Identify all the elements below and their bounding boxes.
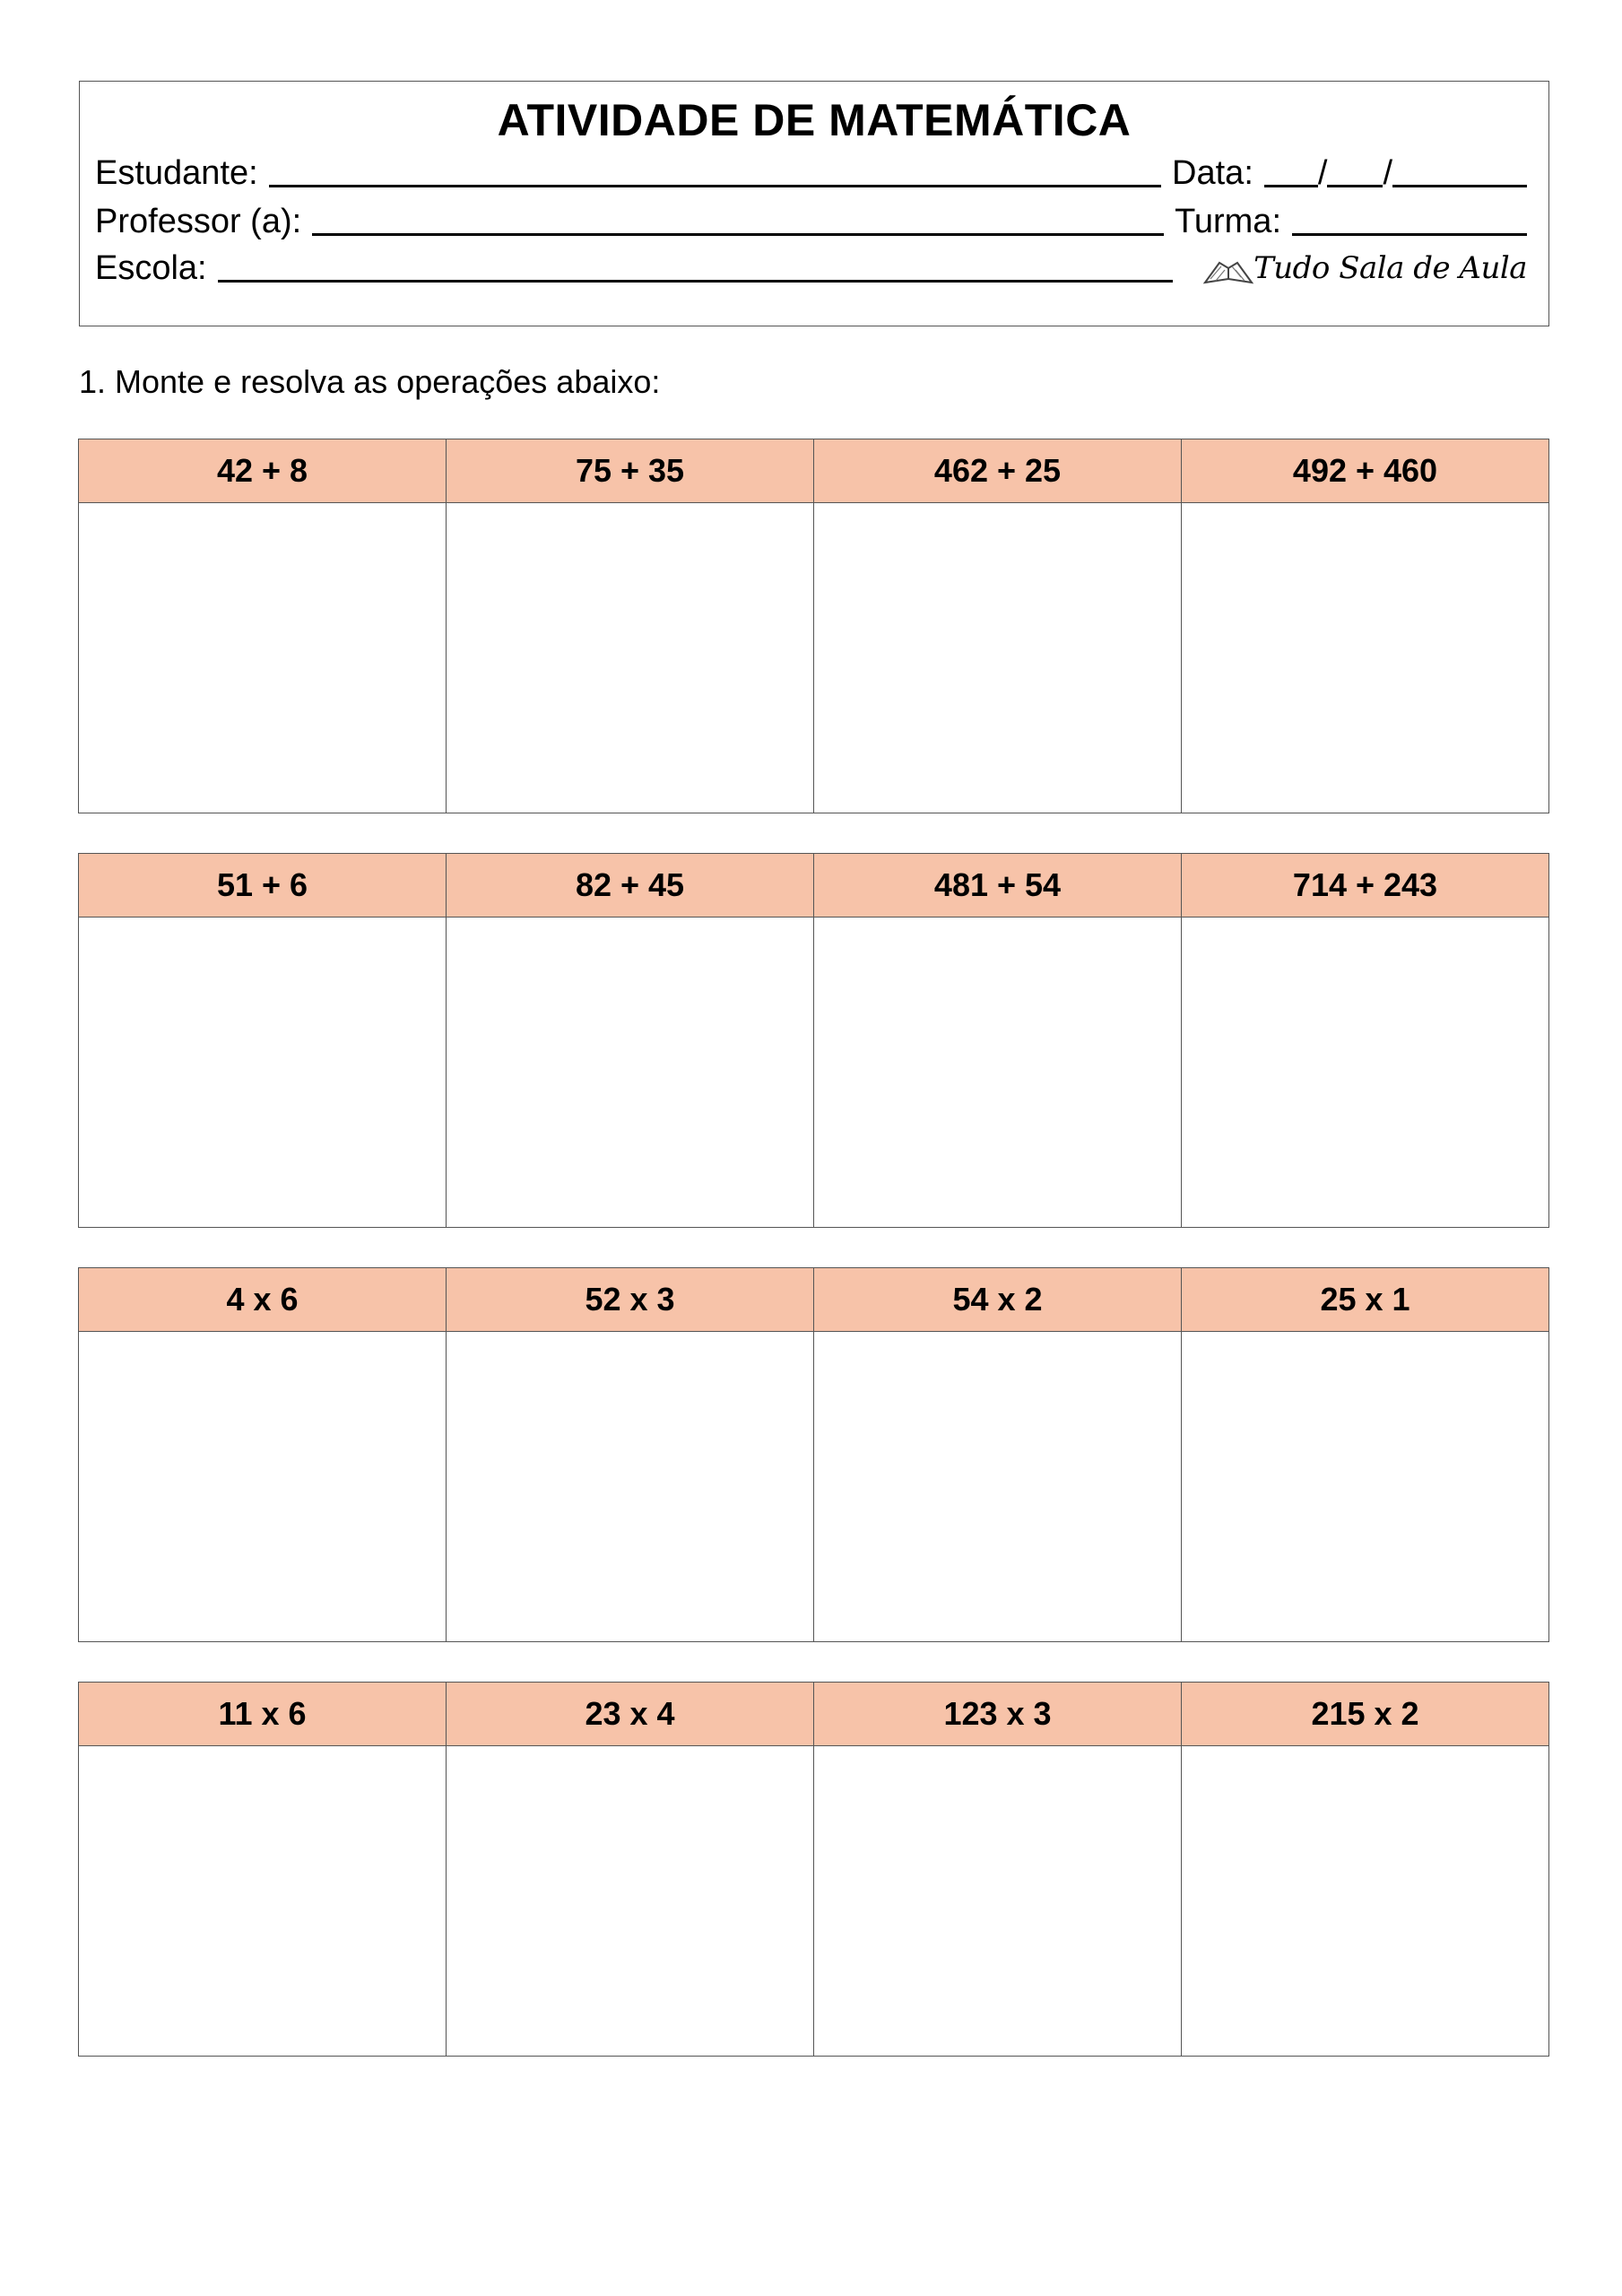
operation-label: 714 + 243 xyxy=(1182,854,1549,918)
teacher-field[interactable] xyxy=(312,232,1164,236)
answer-row xyxy=(79,1332,1549,1642)
answer-row xyxy=(79,503,1549,813)
teacher-label: Professor (a): xyxy=(95,203,302,240)
operations-table-2 xyxy=(78,853,1549,1228)
operations-table-3 xyxy=(78,1267,1549,1642)
open-book-icon xyxy=(1203,252,1253,286)
answer-box[interactable] xyxy=(79,503,447,813)
date-separator: / xyxy=(1383,154,1392,192)
operation-label: 82 + 45 xyxy=(447,854,814,918)
student-label: Estudante: xyxy=(95,154,258,192)
operation-label: 481 + 54 xyxy=(814,854,1182,918)
operation-label: 54 x 2 xyxy=(814,1268,1182,1332)
header-box xyxy=(79,81,1549,326)
operations-table-4 xyxy=(78,1682,1549,2057)
date-label: Data: xyxy=(1172,154,1253,192)
operation-label: 215 x 2 xyxy=(1182,1683,1549,1746)
answer-box[interactable] xyxy=(79,1332,447,1642)
answer-box[interactable] xyxy=(447,1746,814,2057)
answer-box[interactable] xyxy=(1182,503,1549,813)
operations-header-row xyxy=(79,439,1549,503)
answer-box[interactable] xyxy=(447,503,814,813)
operation-label: 4 x 6 xyxy=(79,1268,447,1332)
answer-box[interactable] xyxy=(1182,918,1549,1228)
operations-header-row xyxy=(79,1268,1549,1332)
school-row xyxy=(95,243,1527,288)
operation-label: 11 x 6 xyxy=(79,1683,447,1746)
answer-box[interactable] xyxy=(79,1746,447,2057)
answer-box[interactable] xyxy=(1182,1746,1549,2057)
student-row xyxy=(95,148,1527,193)
operation-label: 123 x 3 xyxy=(814,1683,1182,1746)
date-separator: / xyxy=(1317,154,1328,192)
date-day-field[interactable] xyxy=(1264,184,1318,187)
student-field[interactable] xyxy=(269,184,1161,187)
operation-label: 52 x 3 xyxy=(447,1268,814,1332)
brand-logo xyxy=(1203,250,1527,286)
answer-box[interactable] xyxy=(814,918,1182,1228)
answer-row xyxy=(79,918,1549,1228)
operations-table-1 xyxy=(78,439,1549,813)
date-month-field[interactable] xyxy=(1327,184,1383,187)
operation-label: 462 + 25 xyxy=(814,439,1182,503)
operations-header-row xyxy=(79,1683,1549,1746)
answer-box[interactable] xyxy=(447,1332,814,1642)
operations-header-row xyxy=(79,854,1549,918)
teacher-row xyxy=(95,196,1527,241)
class-label: Turma: xyxy=(1175,203,1281,240)
answer-box[interactable] xyxy=(447,918,814,1228)
answer-box[interactable] xyxy=(1182,1332,1549,1642)
school-field[interactable] xyxy=(218,279,1173,283)
answer-box[interactable] xyxy=(814,1746,1182,2057)
class-field[interactable] xyxy=(1292,232,1527,236)
operation-label: 75 + 35 xyxy=(447,439,814,503)
answer-row xyxy=(79,1746,1549,2057)
answer-box[interactable] xyxy=(814,503,1182,813)
school-label: Escola: xyxy=(95,249,207,287)
operation-label: 492 + 460 xyxy=(1182,439,1549,503)
operation-label: 42 + 8 xyxy=(79,439,447,503)
operation-label: 23 x 4 xyxy=(447,1683,814,1746)
logo-text: Tudo Sala de Aula xyxy=(1253,250,1527,286)
operation-label: 51 + 6 xyxy=(79,854,447,918)
answer-box[interactable] xyxy=(79,918,447,1228)
date-year-field[interactable] xyxy=(1392,184,1527,187)
page-title: ATIVIDADE DE MATEMÁTICA xyxy=(497,95,1132,145)
instruction-text: 1. Monte e resolva as operações abaixo: xyxy=(79,363,661,400)
answer-box[interactable] xyxy=(814,1332,1182,1642)
operation-label: 25 x 1 xyxy=(1182,1268,1549,1332)
